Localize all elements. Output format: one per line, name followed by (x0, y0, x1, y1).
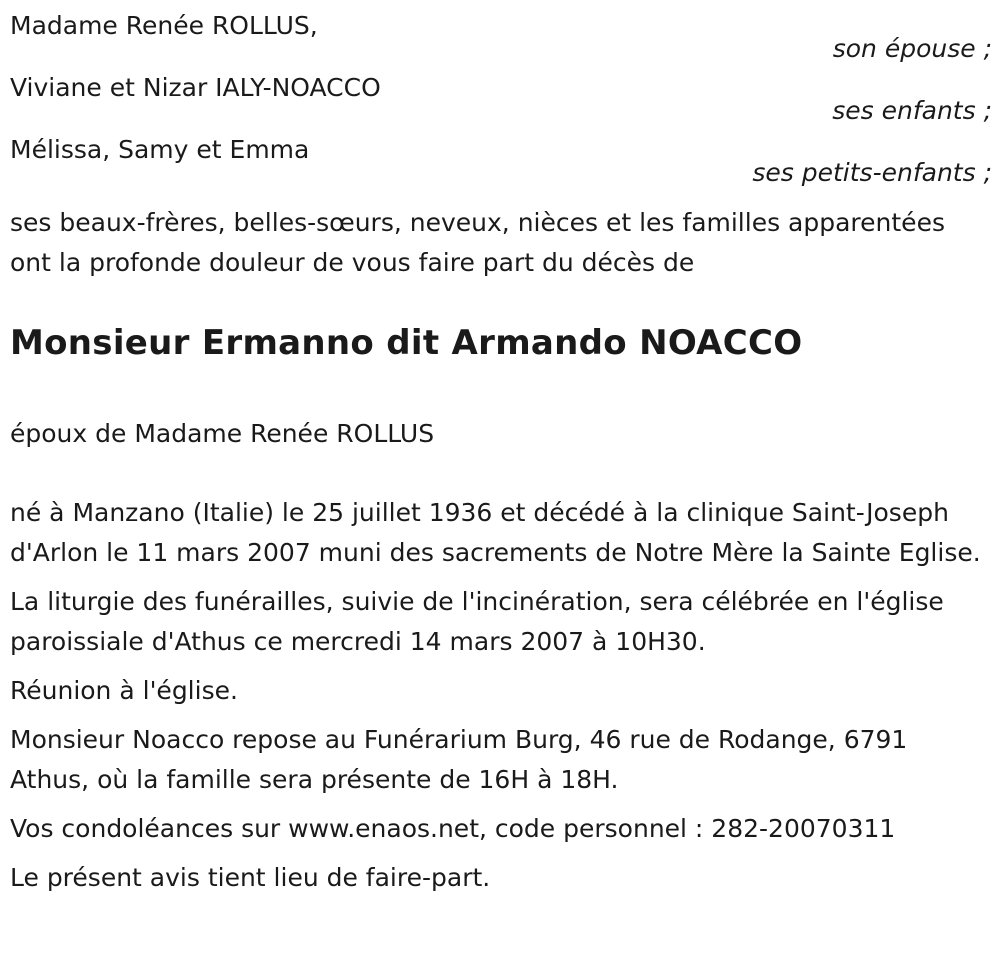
relative-name: Viviane et Nizar IALY-NOACCO (10, 73, 381, 102)
liturgy-paragraph: La liturgie des funérailles, suivie de l'incinération, sera célébrée en l'église paroissiale d'Athus ce mercredi 14 mars 2007 à 10H30. (10, 587, 944, 656)
birth-death-paragraph: né à Manzano (Italie) le 25 juillet 1936 et décédé à la clinique Saint-Joseph d'Arlon le 11 mars 2007 muni des sacrements de Notre Mère la Sainte Eglise. (10, 498, 981, 567)
intro-paragraph: ses beaux-frères, belles-sœurs, neveux, nièces et les familles apparentées ont la profonde douleur de vous faire part du décès de (10, 208, 945, 277)
relative-role: ses enfants ; (832, 96, 992, 125)
relative-role: ses petits-enfants ; (752, 158, 992, 187)
gathering-paragraph: Réunion à l'église. (10, 676, 238, 705)
deceased-name-heading: Monsieur Ermanno dit Armando NOACCO (10, 323, 803, 363)
relative-block-grandchildren (10, 124, 990, 186)
relative-name: Madame Renée ROLLUS, (10, 11, 318, 40)
notice-paragraph: Le présent avis tient lieu de faire-part. (10, 863, 491, 892)
relative-block-spouse (10, 0, 990, 62)
condolences-paragraph: Vos condoléances sur www.enaos.net, code personnel : 282-20070311 (10, 814, 896, 843)
relative-block-children (10, 62, 990, 124)
funeral-home-paragraph: Monsieur Noacco repose au Funérarium Burg, 46 rue de Rodange, 6791 Athus, où la famille sera présente de 16H à 18H. (10, 725, 908, 794)
relative-role: son épouse ; (832, 34, 992, 63)
obituary-notice (10, 0, 990, 898)
spouse-of-line: époux de Madame Renée ROLLUS (10, 419, 435, 448)
relative-name: Mélissa, Samy et Emma (10, 135, 310, 164)
